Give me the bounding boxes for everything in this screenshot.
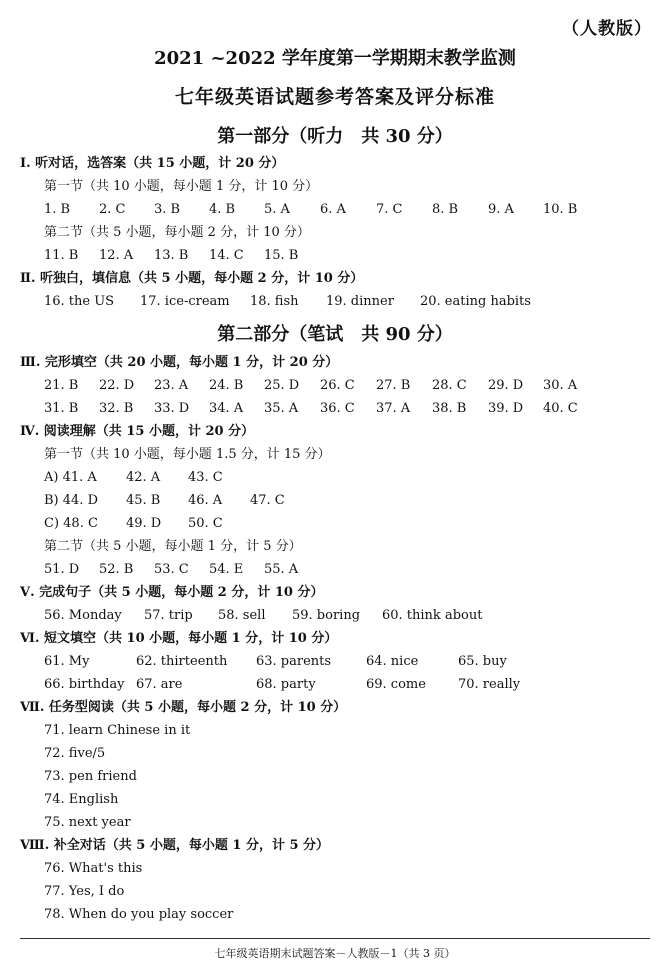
page-subtitle: 七年级英语试题参考答案及评分标准	[174, 86, 495, 108]
answer: 24. B	[209, 378, 244, 393]
answer: 73. pen friend	[44, 769, 137, 784]
answer: 52. B	[99, 562, 134, 577]
section-4-part-2: 第二节（共 5 小题，每小题 1 分，计 5 分）	[44, 539, 302, 554]
answer: 70. really	[458, 677, 521, 692]
answer-row	[0, 673, 670, 696]
answer: 18. fish	[250, 294, 299, 309]
answer: 20. eating habits	[420, 294, 531, 309]
answer: 13. B	[154, 248, 189, 263]
answer: 19. dinner	[326, 294, 394, 309]
section-4-title: Ⅳ. 阅读理解（共 15 小题，计 20 分）	[20, 424, 255, 439]
answer: B) 44. D	[44, 493, 98, 508]
answer: 17. ice-cream	[140, 294, 230, 309]
answer-row	[0, 558, 670, 581]
answer: 12. A	[99, 248, 134, 263]
answer: 6. A	[320, 202, 346, 217]
answer: 46. A	[188, 493, 223, 508]
answer-row	[0, 512, 670, 535]
answer: 63. parents	[256, 654, 332, 669]
answer: 49. D	[126, 516, 162, 531]
answer: 60. think about	[382, 608, 483, 623]
answer: 16. the US	[44, 294, 115, 309]
answer: 74. English	[44, 792, 119, 807]
answer: 56. Monday	[44, 608, 122, 623]
answer: 23. A	[154, 378, 189, 393]
answer: 50. C	[188, 516, 223, 531]
answer: 35. A	[264, 401, 299, 416]
answer: 55. A	[264, 562, 299, 577]
answer: 33. D	[154, 401, 190, 416]
answer: 76. What's this	[44, 861, 143, 876]
edition-label: （人教版）	[562, 19, 652, 39]
answer-row	[0, 374, 670, 397]
section-8-title: Ⅷ. 补全对话（共 5 小题，每小题 1 分，计 5 分）	[20, 838, 330, 853]
answer: 22. D	[99, 378, 135, 393]
answer: 69. come	[366, 677, 426, 692]
section-2-title: Ⅱ. 听独白，填信息（共 5 小题，每小题 2 分，计 10 分）	[20, 271, 364, 286]
answer: 40. C	[543, 401, 578, 416]
answer: 38. B	[432, 401, 467, 416]
answer: 21. B	[44, 378, 79, 393]
answer: 78. When do you play soccer	[44, 907, 234, 922]
answer: 39. D	[488, 401, 524, 416]
answer: 66. birthday	[44, 677, 125, 692]
footer-divider	[20, 938, 650, 939]
answer: 9. A	[488, 202, 514, 217]
answer: C) 48. C	[44, 516, 98, 531]
section-1-part-1: 第一节（共 10 小题，每小题 1 分，计 10 分）	[44, 179, 319, 194]
answer: 51. D	[44, 562, 80, 577]
answer: 5. A	[264, 202, 290, 217]
answer: 3. B	[154, 202, 181, 217]
answer: 54. E	[209, 562, 244, 577]
answer: 53. C	[154, 562, 189, 577]
answer: 61. My	[44, 654, 90, 669]
answer: 7. C	[376, 202, 403, 217]
section-1-part-2: 第二节（共 5 小题，每小题 2 分，计 10 分）	[44, 225, 310, 240]
answer: 65. buy	[458, 654, 507, 669]
answer: 64. nice	[366, 654, 419, 669]
answer: 26. C	[320, 378, 355, 393]
answer: 57. trip	[144, 608, 193, 623]
answer: 10. B	[543, 202, 578, 217]
answer: 27. B	[376, 378, 411, 393]
answer: 11. B	[44, 248, 79, 263]
answer: 47. C	[250, 493, 285, 508]
answer-row	[0, 489, 670, 512]
answer: 1. B	[44, 202, 71, 217]
answer: 62. thirteenth	[136, 654, 228, 669]
answer: 71. learn Chinese in it	[44, 723, 191, 738]
section-1-title: Ⅰ. 听对话，选答案（共 15 小题，计 20 分）	[20, 156, 285, 171]
answer: 75. next year	[44, 815, 131, 830]
section-6-title: Ⅵ. 短文填空（共 10 小题，每小题 1 分，计 10 分）	[20, 631, 338, 646]
answer: 37. A	[376, 401, 411, 416]
answer-row	[0, 604, 670, 627]
answer: 45. B	[126, 493, 161, 508]
answer: 59. boring	[292, 608, 361, 623]
answer: 8. B	[432, 202, 459, 217]
page-title: 2021 ~2022 学年度第一学期期末教学监测	[154, 48, 516, 69]
part2-title: 第二部分（笔试 共 90 分）	[217, 324, 453, 345]
answer: 25. D	[264, 378, 300, 393]
answer: 15. B	[264, 248, 299, 263]
section-7-title: Ⅶ. 任务型阅读（共 5 小题，每小题 2 分，计 10 分）	[20, 700, 347, 715]
answer: 42. A	[126, 470, 161, 485]
answer-row	[0, 397, 670, 420]
answer: 68. party	[256, 677, 316, 692]
answer: 34. A	[209, 401, 244, 416]
answer-row	[0, 650, 670, 673]
answer: 31. B	[44, 401, 79, 416]
answer: 4. B	[209, 202, 236, 217]
answer: 14. C	[209, 248, 244, 263]
answer: 29. D	[488, 378, 524, 393]
answer-row	[0, 198, 670, 221]
answer: 43. C	[188, 470, 223, 485]
answer: A) 41. A	[44, 470, 97, 485]
answer: 28. C	[432, 378, 467, 393]
section-3-title: Ⅲ. 完形填空（共 20 小题，每小题 1 分，计 20 分）	[20, 355, 339, 370]
answer: 32. B	[99, 401, 134, 416]
answer-row	[0, 466, 670, 489]
answer: 2. C	[99, 202, 126, 217]
answer: 67. are	[136, 677, 183, 692]
answer-row	[0, 244, 670, 267]
answer: 58. sell	[218, 608, 266, 623]
answer: 30. A	[543, 378, 578, 393]
section-4-part-1: 第一节（共 10 小题，每小题 1.5 分，计 15 分）	[44, 447, 331, 462]
page-footer: 七年级英语期末试题答案－人教版－1（共 3 页）	[214, 947, 456, 960]
answer: 72. five/5	[44, 746, 106, 761]
answer-row	[0, 290, 670, 313]
part1-title: 第一部分（听力 共 30 分）	[217, 126, 453, 147]
answer: 36. C	[320, 401, 355, 416]
section-5-title: Ⅴ. 完成句子（共 5 小题，每小题 2 分，计 10 分）	[20, 585, 324, 600]
answer: 77. Yes, I do	[44, 884, 125, 899]
